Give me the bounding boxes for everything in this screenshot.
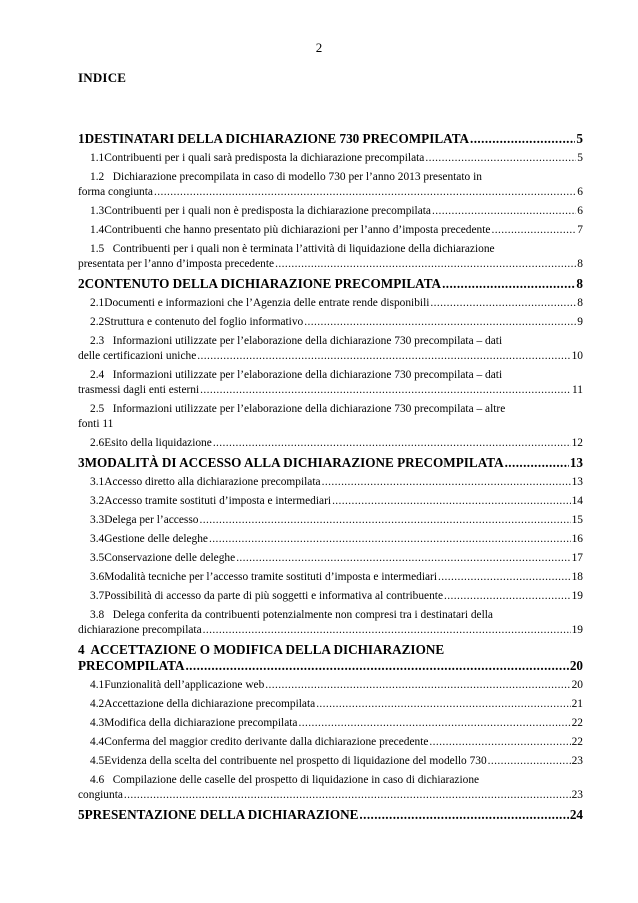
toc-number: 3.5 [90,552,105,564]
toc-number: 1.5 [90,243,105,255]
toc-title-first-line: Dichiarazione precompilata in caso di modello 730 per l’anno 2013 presentato in [112,171,482,183]
dot-leader [185,658,568,674]
toc-title: fonti 11 [78,418,114,430]
toc-title: congiunta [78,789,123,801]
dot-leader [359,807,568,823]
toc-title-first-line: ACCETTAZIONE O MODIFICA DELLA DICHIARAZIONE [90,642,445,657]
toc-number: 2.3 [90,335,105,347]
toc-subsection[interactable] [78,716,583,731]
toc-page-number: 8 [577,297,583,309]
toc-title: Modifica della dichiarazione precompilata [104,717,298,729]
toc-title: Accesso tramite sostituti d’imposta e intermediari [104,495,332,507]
dot-leader [438,570,571,585]
toc-page-number: 14 [571,495,583,507]
toc-page-number: 16 [571,533,583,545]
toc-title: delle certificazioni uniche [78,350,197,362]
toc-number: 4.1 [90,679,105,691]
toc-title: presentata per l’anno d’imposta precedente [78,258,275,270]
toc-subsection[interactable] [78,513,583,528]
toc-title: Evidenza della scelta del contribuente nel prospetto di liquidazione del modello 730 [104,755,487,767]
toc-title: Accettazione della dichiarazione precompilata [104,698,316,710]
toc-subsection[interactable] [78,589,583,604]
toc-subsection[interactable] [78,368,583,398]
toc-page-number: 23 [571,789,583,801]
toc-page-number: 20 [571,679,583,691]
toc-page-number: 18 [571,571,583,583]
toc-page-number: 8 [576,276,583,291]
toc-section[interactable] [78,807,583,823]
toc-subsection[interactable] [78,242,583,272]
dot-leader [200,383,571,398]
dot-leader [265,678,570,693]
toc-page-number: 24 [569,807,583,822]
toc-page-number: 20 [569,658,583,673]
toc-title: Contribuenti che hanno presentato più dichiarazioni per l’anno d’imposta precedente [104,224,491,236]
toc-number: 4.4 [90,736,105,748]
toc-number: 3.8 [90,609,105,621]
toc-title-first-line: Informazioni utilizzate per l’elaborazione della dichiarazione 730 precompilata – dati [112,335,503,347]
toc-page-number: 22 [571,736,583,748]
page-number: 2 [315,40,323,55]
toc-number: 3.2 [90,495,105,507]
toc-number: 3.4 [90,533,105,545]
toc-subsection[interactable] [78,551,583,566]
toc-title-first-line: Informazioni utilizzate per l’elaborazione della dichiarazione 730 precompilata – dati [112,369,503,381]
toc-title: Struttura e contenuto del foglio informativo [104,316,304,328]
toc-page-number: 5 [576,131,583,146]
toc-page-number: 23 [571,755,583,767]
toc-title: Conferma del maggior credito derivante dalla dichiarazione precedente [104,736,429,748]
toc-number: 2.1 [90,297,105,309]
toc-number: 4.6 [90,774,105,786]
toc-number: 2.5 [90,403,105,415]
dot-leader [203,623,571,638]
dot-leader [304,315,576,330]
dot-leader [299,716,571,731]
toc-number: 4.5 [90,755,105,767]
toc-section[interactable] [78,276,583,292]
toc-title: Conservazione delle deleghe [104,552,236,564]
toc-number: 4 [78,642,85,657]
toc-page-number: 5 [577,152,583,164]
dot-leader [430,296,576,311]
toc-page-number: 8 [577,258,583,270]
toc-number: 5 [78,807,85,822]
toc-page-number: 22 [571,717,583,729]
dot-leader [429,735,570,750]
toc-subsection[interactable] [78,315,583,330]
toc-subsection[interactable] [78,475,583,490]
toc-title: PRECOMPILATA [78,658,185,673]
toc-page-number: 7 [577,224,583,236]
toc-title: forma congiunta [78,186,153,198]
toc-title: Gestione delle deleghe [104,533,208,545]
table-of-contents [78,131,583,823]
toc-title: Delega per l’accesso [104,514,199,526]
dot-leader [505,455,569,471]
dot-leader [124,788,571,803]
toc-page-number: 6 [577,186,583,198]
toc-number: 1.3 [90,205,105,217]
toc-number: 2.6 [90,437,105,449]
toc-page-number: 19 [571,590,583,602]
toc-page-number: 9 [577,316,583,328]
toc-subsection[interactable] [78,402,583,432]
toc-number: 3.1 [90,476,105,488]
toc-subsection[interactable] [78,494,583,509]
dot-leader [491,223,576,238]
dot-leader [199,513,570,528]
toc-subsection[interactable] [78,204,583,219]
toc-page-number: 21 [571,698,583,710]
toc-page-number: 6 [577,205,583,217]
toc-number: 1.2 [90,171,105,183]
toc-title: Possibilità di accesso da parte di più soggetti e informativa al contribuente [104,590,444,602]
toc-subsection[interactable] [78,570,583,585]
toc-title: Contribuenti per i quali non è predisposta la dichiarazione precompilata [104,205,431,217]
toc-number: 1.4 [90,224,105,236]
toc-title-first-line: Informazioni utilizzate per l’elaborazione della dichiarazione 730 precompilata – altre [112,403,506,415]
toc-number: 1 [78,131,85,146]
toc-subsection[interactable] [78,151,583,166]
toc-title: Accesso diretto alla dichiarazione precompilata [104,476,321,488]
toc-subsection[interactable] [78,773,583,803]
dot-leader [154,185,576,200]
dot-leader [209,532,571,547]
dot-leader [442,276,575,292]
toc-page-number: 15 [571,514,583,526]
toc-section[interactable] [78,131,583,147]
dot-leader [444,589,571,604]
toc-subsection[interactable] [78,436,583,451]
toc-title: dichiarazione precompilata [78,624,202,636]
toc-subsection[interactable] [78,678,583,693]
toc-page-number: 17 [571,552,583,564]
dot-leader [213,436,571,451]
dot-leader [470,131,575,147]
toc-page-number: 10 [571,350,583,362]
toc-heading: INDICE [78,70,127,85]
dot-leader [332,494,571,509]
toc-number: 1.1 [90,152,105,164]
dot-leader [322,475,571,490]
toc-number: 3.3 [90,514,105,526]
toc-title: Funzionalità dell’applicazione web [104,679,265,691]
toc-number: 3.6 [90,571,105,583]
toc-number: 4.3 [90,717,105,729]
dot-leader [275,257,576,272]
dot-leader [432,204,576,219]
toc-page-number: 12 [571,437,583,449]
toc-subsection[interactable] [78,754,583,769]
dot-leader [316,697,570,712]
toc-subsection[interactable] [78,608,583,638]
toc-number: 2.4 [90,369,105,381]
dot-leader [425,151,576,166]
toc-title-first-line: Compilazione delle caselle del prospetto di liquidazione in caso di dichiarazione [112,774,480,786]
toc-subsection[interactable] [78,532,583,547]
toc-number: 4.2 [90,698,105,710]
toc-subsection[interactable] [78,697,583,712]
toc-title: Esito della liquidazione [104,437,212,449]
toc-subsection[interactable] [78,296,583,311]
toc-subsection[interactable] [78,334,583,364]
toc-subsection[interactable] [78,735,583,750]
toc-title-first-line: Contribuenti per i quali non è terminata l’attività di liquidazione della dichiarazione [112,243,495,255]
toc-subsection[interactable] [78,170,583,200]
dot-leader [236,551,570,566]
toc-title: MODALITÀ DI ACCESSO ALLA DICHIARAZIONE PRECOMPILATA [84,455,504,470]
toc-subsection[interactable] [78,223,583,238]
toc-number: 2 [78,276,85,291]
toc-title: CONTENUTO DELLA DICHIARAZIONE PRECOMPILATA [84,276,442,291]
toc-title: Modalità tecniche per l’accesso tramite sostituti d’imposta e intermediari [104,571,437,583]
dot-leader [488,754,571,769]
toc-number: 3.7 [90,590,105,602]
toc-page-number: 13 [571,476,583,488]
dot-leader [197,349,570,364]
toc-title: PRESENTAZIONE DELLA DICHIARAZIONE [84,807,359,822]
toc-title-first-line: Delega conferita da contribuenti potenzialmente non compresi tra i destinatari della [112,609,493,621]
toc-number: 2.2 [90,316,105,328]
toc-page-number: 13 [569,455,583,470]
toc-page-number: 19 [571,624,583,636]
toc-title: Contribuenti per i quali sarà predisposta la dichiarazione precompilata [104,152,425,164]
toc-title: trasmessi dagli enti esterni [78,384,200,396]
toc-title: Documenti e informazioni che l’Agenzia delle entrate rende disponibili [104,297,430,309]
toc-section[interactable] [78,642,583,674]
toc-number: 3 [78,455,85,470]
toc-title: DESTINATARI DELLA DICHIARAZIONE 730 PRECOMPILATA [84,131,470,146]
toc-page-number: 11 [572,384,583,396]
toc-section[interactable] [78,455,583,471]
